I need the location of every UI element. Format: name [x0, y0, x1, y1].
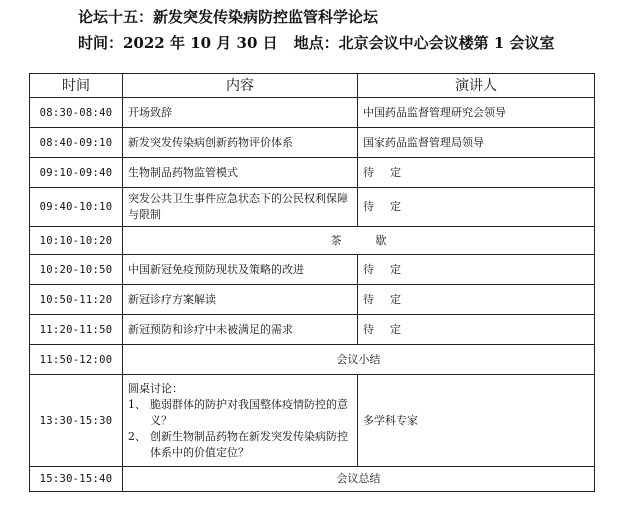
- forum-time: 时间：2022 年 10 月 30 日: [78, 34, 278, 52]
- agenda-table: [29, 73, 595, 492]
- column-header-time: 时间: [30, 74, 123, 98]
- table-row: [30, 345, 595, 375]
- row-time: 13:30-15:30: [30, 375, 123, 467]
- table-row: [30, 128, 595, 158]
- forum-title: 论坛十五：新发突发传染病防控监管科学论坛: [78, 8, 379, 26]
- roundtable-question: 2、 创新生物制品药物在新发突发传染病防控体系中的价值定位？: [128, 429, 348, 459]
- row-time: 10:20-10:50: [30, 255, 123, 285]
- row-time: 10:10-10:20: [30, 227, 123, 255]
- forum-time-location: [78, 33, 555, 53]
- roundtable-title: 圆桌讨论：: [128, 381, 183, 395]
- row-speaker-tbd: 待 定: [358, 315, 595, 345]
- table-header-row: [30, 74, 595, 98]
- row-speaker: 中国药品监督管理研究会领导: [358, 98, 595, 128]
- roundtable-question: 1、 脆弱群体的防护对我国整体疫情防控的意义？: [128, 397, 348, 427]
- row-content: 生物制品药物监管模式: [123, 158, 358, 188]
- row-speaker: 多学科专家: [358, 375, 595, 467]
- row-time: 08:30-08:40: [30, 98, 123, 128]
- roundtable-content: [123, 375, 358, 467]
- column-header-content: 内容: [123, 74, 358, 98]
- table-row: [30, 285, 595, 315]
- table-row: [30, 467, 595, 492]
- row-time: 08:40-09:10: [30, 128, 123, 158]
- row-speaker: 国家药品监督管理局领导: [358, 128, 595, 158]
- row-time: 09:10-09:40: [30, 158, 123, 188]
- session-summary: 会议小结: [123, 345, 595, 375]
- row-content: 突发公共卫生事件应急状态下的公民权利保障与限制: [123, 188, 358, 227]
- row-speaker-tbd: 待 定: [358, 158, 595, 188]
- row-speaker-tbd: 待 定: [358, 285, 595, 315]
- row-speaker-tbd: 待 定: [358, 255, 595, 285]
- forum-location: 地点：北京会议中心会议楼第 1 会议室: [293, 34, 555, 52]
- meeting-summary: 会议总结: [123, 467, 595, 492]
- row-time: 11:50-12:00: [30, 345, 123, 375]
- row-time: 11:20-11:50: [30, 315, 123, 345]
- row-time: 09:40-10:10: [30, 188, 123, 227]
- row-content: 开场致辞: [123, 98, 358, 128]
- row-content: 中国新冠免疫预防现状及策略的改进: [123, 255, 358, 285]
- row-content: 新冠预防和诊疗中未被满足的需求: [123, 315, 358, 345]
- row-speaker-tbd: 待 定: [358, 188, 595, 227]
- table-row: [30, 188, 595, 227]
- row-content: 新冠诊疗方案解读: [123, 285, 358, 315]
- table-row: [30, 255, 595, 285]
- table-row: [30, 227, 595, 255]
- row-time: 10:50-11:20: [30, 285, 123, 315]
- table-row: [30, 158, 595, 188]
- column-header-speaker: 演讲人: [358, 74, 595, 98]
- table-row: [30, 98, 595, 128]
- tea-break: 茶 歇: [123, 227, 595, 255]
- table-row: [30, 375, 595, 467]
- row-content: 新发突发传染病创新药物评价体系: [123, 128, 358, 158]
- table-row: [30, 315, 595, 345]
- row-time: 15:30-15:40: [30, 467, 123, 492]
